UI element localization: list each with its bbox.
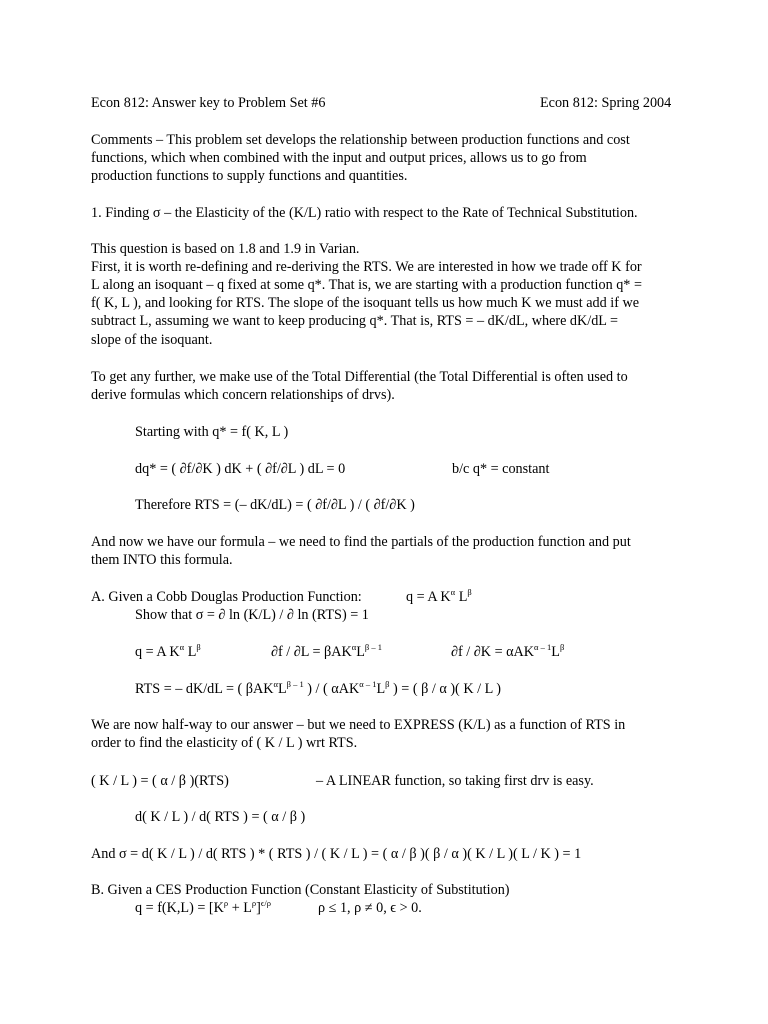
equation-rts: Therefore RTS = (– dK/dL) = ( ∂f/∂L ) / ( ∂f/∂K ): [135, 497, 415, 513]
q1-para1-line-2: First, it is worth re-defining and re-deriving the RTS. We are interested in how we trade off K for: [91, 259, 642, 275]
q1-para1-line-3: L along an isoquant – q fixed at some q*. That is, we are starting with a production function q* =: [91, 277, 642, 293]
part-a-kl-note: – A LINEAR function, so taking first drv is easy.: [316, 773, 594, 789]
part-b-function: $q = f(K,L) = [K^\rho + L^\rho]^{\epsilon/\rho}$: [135, 898, 271, 916]
part-a-show: Show that σ = ∂ ln (K/L) / ∂ ln (RTS) = 1: [135, 607, 369, 623]
equation-start: Starting with q* = f( K, L ): [135, 424, 289, 440]
comments-line-1: Comments – This problem set develops the relationship between production functions and cost: [91, 132, 630, 148]
part-a-kl-equation: ( K / L ) = ( α / β )(RTS): [91, 773, 229, 789]
part-a-function: q = A $K^\alpha$ $L^\beta$: [406, 587, 472, 605]
q1-heading: 1. Finding σ – the Elasticity of the (K/L) ratio with respect to the Rate of Technical Substitution.: [91, 205, 638, 221]
part-a-derivative: d( K / L ) / d( RTS ) = ( α / β ): [135, 809, 306, 825]
part-a-partial-L: $\partial f / \partial L = \beta AK^\alpha L^{\beta - 1}$: [271, 642, 382, 660]
part-b-conditions: ρ ≤ 1, ρ ≠ 0, ϵ > 0.: [318, 900, 422, 916]
q1-para1-line-1: This question is based on 1.8 and 1.9 in Varian.: [91, 241, 360, 257]
q1-para2-line-1: To get any further, we make use of the Total Differential (the Total Differential is often used to: [91, 369, 628, 385]
part-b-title: B. Given a CES Production Function (Constant Elasticity of Substitution): [91, 882, 510, 898]
equation-note: b/c q* = constant: [452, 461, 550, 477]
part-a-partial-K: $\partial f / \partial K = \alpha AK^{\alpha - 1}L^\beta$: [451, 642, 565, 660]
header-right: Econ 812: Spring 2004: [540, 95, 672, 111]
part-a-halfway-line-2: order to find the elasticity of ( K / L ) wrt RTS.: [91, 735, 358, 751]
q1-para3-line-2: them INTO this formula.: [91, 552, 233, 568]
part-a-rts: RTS = – dK/dL = ( $\beta AK^\alpha L^{\beta - 1}$ ) / ( $\alpha AK^{\alpha - 1}L^\beta$ ) = ( β / α )( K / L ): [135, 679, 502, 697]
part-a-title: A. Given a Cobb Douglas Production Function:: [91, 589, 362, 605]
part-a-halfway-line-1: We are now half-way to our answer – but we need to EXPRESS (K/L) as a function of RTS in: [91, 717, 626, 733]
part-a-sigma: And σ = d( K / L ) / d( RTS ) * ( RTS ) / ( K / L ) = ( α / β )( β / α )( K / L )( L / K ) = 1: [91, 846, 582, 862]
q1-para1-line-6: slope of the isoquant.: [91, 332, 213, 348]
header-left: Econ 812: Answer key to Problem Set #6: [91, 95, 326, 111]
part-a-eq-q: q = A $K^\alpha$ $L^\beta$: [135, 642, 201, 660]
comments-line-2: functions, which when combined with the input and output prices, allows us to go from: [91, 150, 587, 166]
equation-total-differential: dq* = ( ∂f/∂K ) dK + ( ∂f/∂L ) dL = 0: [135, 461, 346, 477]
q1-para2-line-2: derive formulas which concern relationships of drvs).: [91, 387, 395, 403]
comments-line-3: production functions to supply functions and quantities.: [91, 168, 408, 184]
q1-para1-line-4: f( K, L ), and looking for RTS. The slope of the isoquant tells us how much K we must add if we: [91, 295, 640, 311]
q1-para3-line-1: And now we have our formula – we need to find the partials of the production function and put: [91, 534, 631, 550]
q1-para1-line-5: subtract L, assuming we want to keep producing q*. That is, RTS = – dK/dL, where dK/dL =: [91, 313, 618, 329]
